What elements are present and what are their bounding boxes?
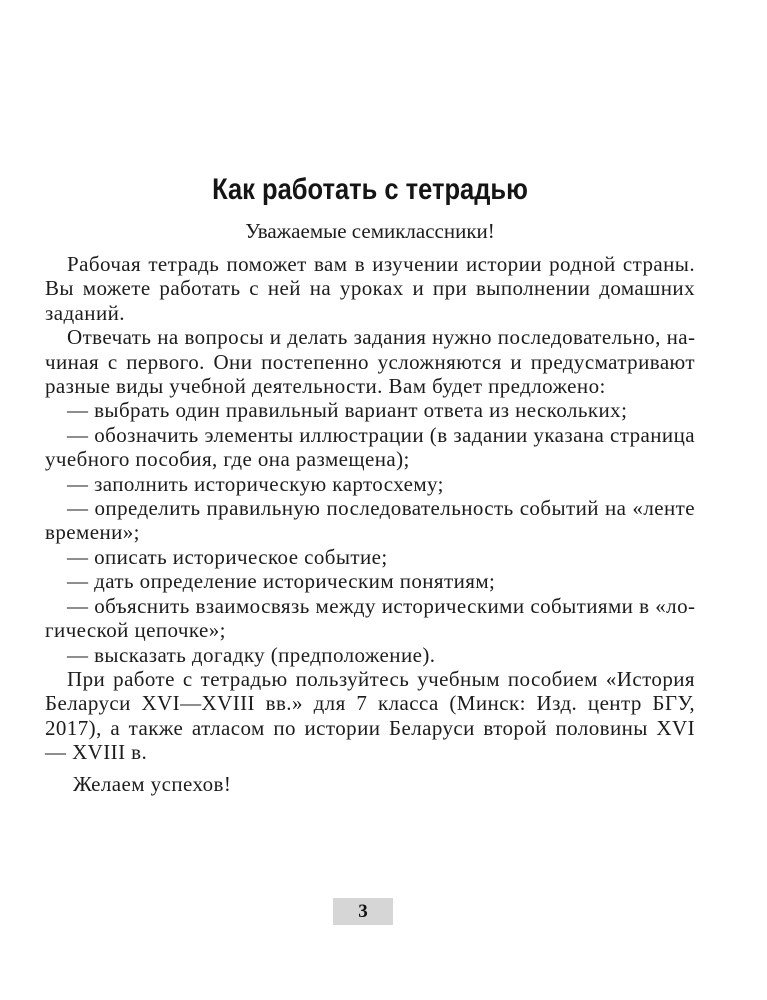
book-page	[45, 0, 695, 796]
page-number: 3	[358, 901, 368, 922]
task-list-item: — объяснить взаимосвязь между историческими событиями в «логической цепочке»;	[45, 593, 695, 643]
closing-line: Желаем успехов!	[73, 771, 232, 796]
page-title: Как работать с тетрадью	[212, 173, 528, 206]
page-number-box	[333, 898, 393, 925]
intro-paragraph: Рабочая тетрадь поможет вам в изучении истории родной страны. Вы можете работать с ней на уроках и при выполнении домашних заданий.	[45, 252, 695, 325]
task-list-item: — определить правильную последовательность событий на «ленте времени»;	[45, 496, 695, 545]
usage-paragraph: При работе с тетрадью пользуйтесь учебным пособием «История Беларуси XVI—XVIII вв.» для 7 класса (Минск: Изд. центр БГУ, 2017), а также атласом по истории Беларуси второй половины XVI — XVIII в.	[45, 666, 695, 765]
task-list-item: — заполнить историческую картосхему;	[67, 471, 444, 496]
task-list-item: — дать определение историческим понятиям;	[67, 569, 496, 594]
body-text	[45, 252, 695, 796]
task-list-item: — описать историческое событие;	[67, 544, 388, 569]
greeting-line: Уважаемые семиклассники!	[245, 219, 495, 243]
task-list-item: — выбрать один правильный вариант ответа из нескольких;	[67, 398, 628, 423]
task-list-item: — обозначить элементы иллюстрации (в задании указана страница учебного пособия, где она размещена);	[45, 422, 695, 472]
intro-paragraph: Отвечать на вопросы и делать задания нужно последовательно, начиная с первого. Они постепенно усложняются и предусматривают разные виды учебной деятельности. Вам будет предложено:	[45, 325, 695, 399]
task-list-item: — высказать догадку (предположение).	[67, 642, 436, 667]
